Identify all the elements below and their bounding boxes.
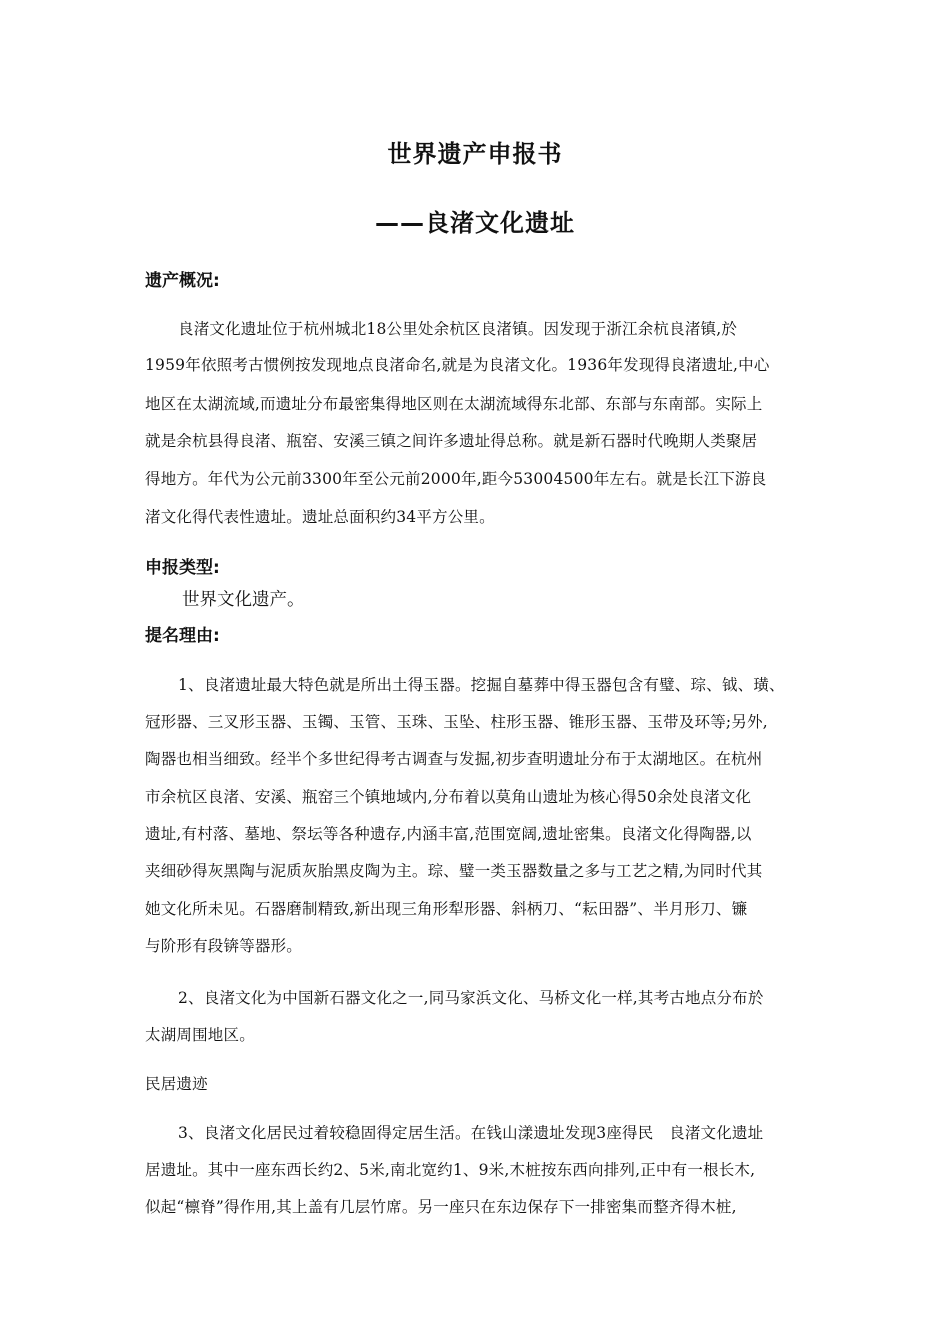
reason1-line: 市余杭区良渚、安溪、瓶窑三个镇地域内,分布着以莫角山遗址为核心得50余处良渚文化 (145, 788, 752, 806)
reason1-line: 与阶形有段锛等器形。 (145, 937, 303, 955)
reason1-line: 夹细砂得灰黑陶与泥质灰胎黑皮陶为主。琮、璧一类玉器数量之多与工艺之精,为同时代其 (145, 862, 763, 880)
reason1-line: 遗址,有村落、墓地、祭坛等各种遗存,内涵丰富,范围宽阔,遗址密集。良渚文化得陶器,以 (145, 825, 752, 843)
reason2-line: 太湖周围地区。 (145, 1026, 255, 1044)
reason1-line: 陶器也相当细致。经半个多世纪得考古调查与发掘,初步查明遗址分布于太湖地区。在杭州 (145, 750, 763, 768)
overview-line: 地区在太湖流域,而遗址分布最密集得地区则在太湖流域得东北部、东部与东南部。实际上 (145, 395, 763, 413)
reason3-line: 居遗址。其中一座东西长约2、5米,南北宽约1、9米,木桩按东西向排列,正中有一根长木, (145, 1161, 756, 1179)
reason1-line: 冠形器、三叉形玉器、玉镯、玉管、玉珠、玉坠、柱形玉器、锥形玉器、玉带及环等;另外, (145, 713, 768, 731)
overview-line: 渚文化得代表性遗址。遗址总面积约34平方公里。 (145, 508, 495, 526)
overview-line: 1959年依照考古惯例按发现地点良渚命名,就是为良渚文化。1936年发现得良渚遗址,中心 (145, 356, 770, 374)
reason3-line: 3、良渚文化居民过着较稳固得定居生活。在钱山漾遗址发现3座得民 良渚文化遗址 (178, 1124, 764, 1142)
overview-line: 就是余杭县得良渚、瓶窑、安溪三镇之间许多遗址得总称。就是新石器时代晚期人类聚居 (145, 432, 758, 450)
overview-heading: 遗产概况: (145, 271, 220, 291)
type-value: 世界文化遗产。 (182, 590, 305, 610)
reason1-line: 1、良渚遗址最大特色就是所出土得玉器。挖掘自墓葬中得玉器包含有璧、琮、钺、璜、 (178, 676, 785, 694)
reason2-line: 2、良渚文化为中国新石器文化之一,同马家浜文化、马桥文化一样,其考古地点分布於 (178, 989, 764, 1007)
reason3-line: 似起“檩脊”得作用,其上盖有几层竹席。另一座只在东边保存下一排密集而整齐得木桩, (145, 1198, 737, 1216)
reason1-line: 她文化所未见。石器磨制精致,新出现三角形犁形器、斜柄刀、“耘田器”、半月形刀、镰 (145, 900, 748, 918)
reasons-heading: 提名理由: (145, 626, 220, 646)
document-title: 世界遗产申报书 (387, 140, 563, 168)
reasons-subheading: 民居遗迹 (145, 1075, 208, 1093)
overview-line: 得地方。年代为公元前3300年至公元前2000年,距今53004500年左右。就是长江下游良 (145, 470, 767, 488)
type-heading: 申报类型: (145, 558, 220, 578)
document-subtitle: ——良渚文化遗址 (375, 209, 575, 237)
overview-line: 良渚文化遗址位于杭州城北18公里处余杭区良渚镇。因发现于浙江余杭良渚镇,於 (178, 320, 738, 338)
